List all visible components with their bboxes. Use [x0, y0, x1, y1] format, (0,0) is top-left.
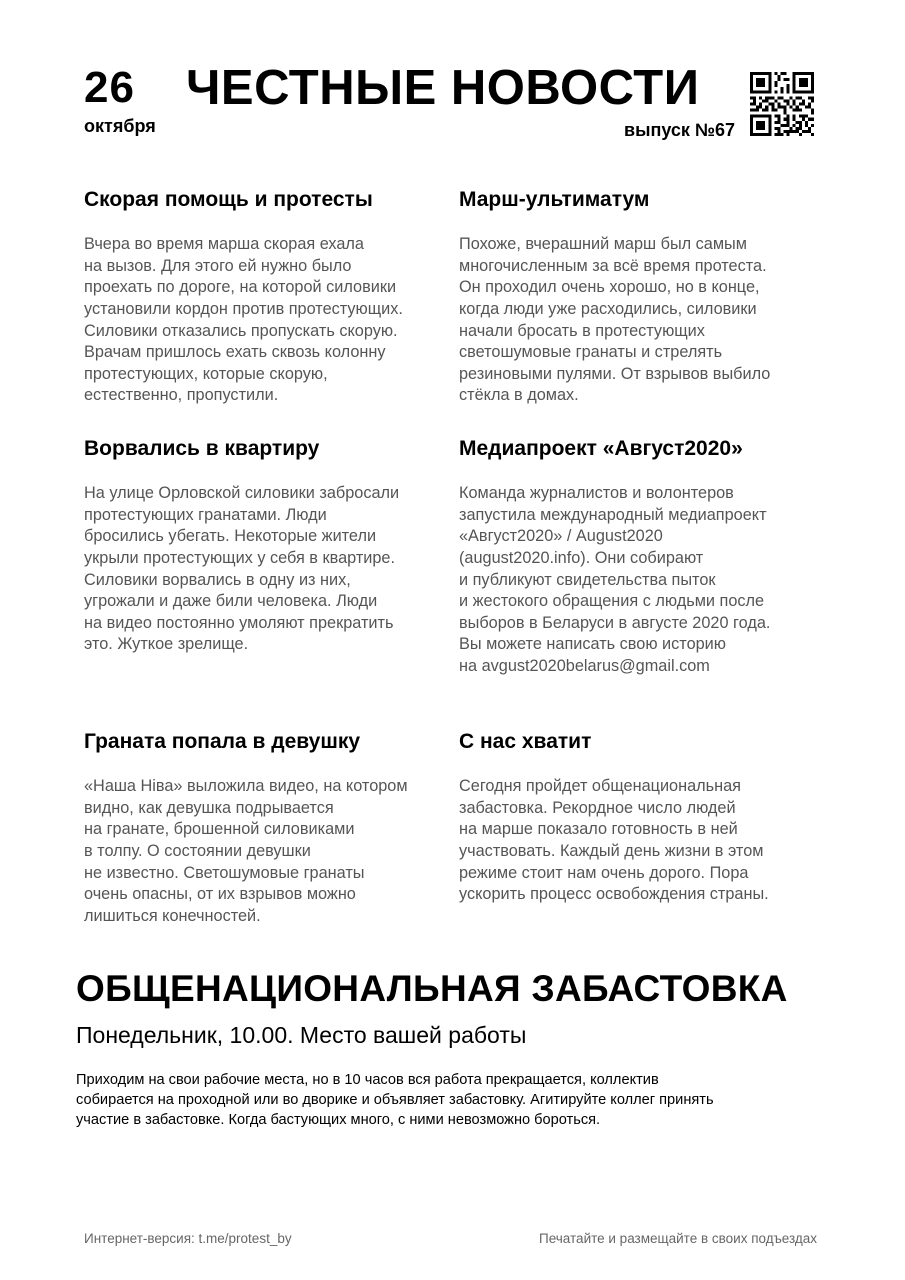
article-apartment: [84, 437, 444, 656]
article-title: Медиапроект «Август2020»: [459, 437, 743, 460]
newspaper-title: ЧЕСТНЫЕ НОВОСТИ: [186, 61, 700, 115]
date-day: 26: [84, 63, 135, 112]
date-month: октября: [84, 116, 156, 136]
article-ambulance: [84, 188, 444, 407]
article-text: Сегодня пройдет общенациональная забастовка. Рекордное число людей на марше показало готовность в ней участвовать. Каждый день жизни в этом режиме стоит нам очень дорого. Пора ускорить процесс освобождения страны.: [459, 777, 769, 904]
article-title: Граната попала в девушку: [84, 730, 361, 753]
article-title: С нас хватит: [459, 730, 592, 753]
article-enough: [459, 730, 829, 906]
article-text: Команда журналистов и волонтеров запустила международный медиапроект «Август2020» / August2020 (august2020.info). Они собирают и публикуют свидетельства пыток и жестокого обращения с людьми после выборов в Беларуси в августе 2020 года. Вы можете написать свою историю на avgust2020belarus@gmail.com: [459, 484, 771, 675]
strike-text: Приходим на свои рабочие места, но в 10 часов вся работа прекращается, коллектив собирается на проходной или во дворике и объявляет забастовку. Агитируйте коллег принять участие в забастовке. Когда бастующих много, с ними невозможно бороться.: [76, 1072, 714, 1128]
strike-heading: ОБЩЕНАЦИОНАЛЬНАЯ ЗАБАСТОВКА: [76, 968, 788, 1009]
qr-code-icon[interactable]: [750, 72, 814, 136]
article-title: Ворвались в квартиру: [84, 437, 320, 460]
article-text: «Наша Ніва» выложила видео, на котором видно, как девушка подрывается на гранате, брошенной силовиками в толпу. О состоянии девушки не известно. Светошумовые гранаты очень опасны, от их взрывов можно лишиться конечностей.: [84, 777, 408, 925]
article-media-project: [459, 437, 829, 677]
strike-subheading: Понедельник, 10.00. Место вашей работы: [76, 1022, 527, 1048]
article-text: Похоже, вчерашний марш был самым многочисленным за всё время протеста. Он проходил очень хорошо, но в конце, когда люди уже расходились, силовики начали бросать в протестующих светошумовые гранаты и стрелять резиновыми пулями. От взрывов выбило стёкла в домах.: [459, 235, 771, 405]
article-title: Марш-ультиматум: [459, 188, 650, 211]
article-text: Вчера во время марша скорая ехала на вызов. Для этого ей нужно было проехать по дороге, на которой силовики установили кордон против протестующих. Силовики отказались пропускать скорую. Врачам пришлось ехать сквозь колонну протестующих, которые скорую, естественно, пропустили.: [84, 235, 403, 405]
article-title: Скорая помощь и протесты: [84, 188, 373, 211]
footer-online-link[interactable]: Интернет-версия: t.me/protest_by: [84, 1231, 292, 1246]
article-text: На улице Орловской силовики забросали протестующих гранатами. Люди бросились убегать. Некоторые жители укрыли протестующих у себя в квартире. Силовики ворвались в одну из них, угрожали и даже били человека. Люди на видео постоянно умоляют прекратить это. Жуткое зрелище.: [84, 484, 400, 654]
article-grenade: [84, 730, 444, 927]
article-march-ultimatum: [459, 188, 829, 407]
footer-print-note: Печатайте и размещайте в своих подъездах: [539, 1231, 817, 1246]
issue-number: выпуск №67: [624, 120, 735, 140]
